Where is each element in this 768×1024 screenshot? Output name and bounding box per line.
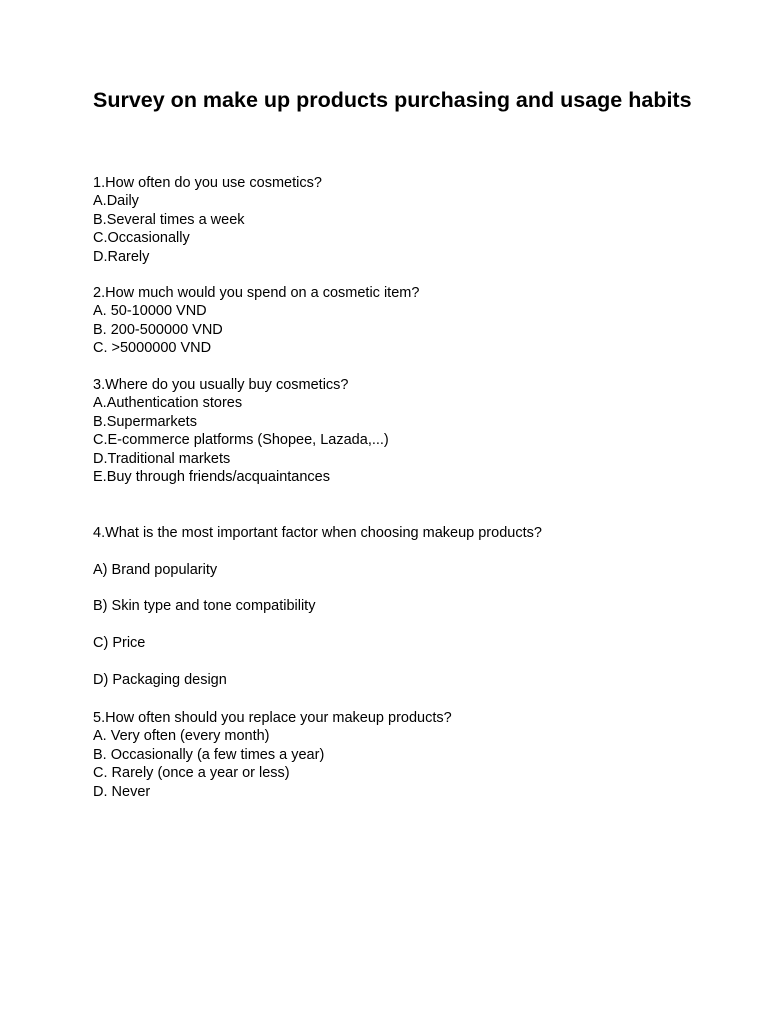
- answer-option: D) Packaging design: [93, 672, 227, 688]
- answer-option: B) Skin type and tone compatibility: [93, 598, 316, 614]
- answer-option: D. Never: [93, 783, 151, 800]
- answer-option: A. 50-10000 VND: [93, 303, 207, 320]
- answer-option: C. >5000000 VND: [93, 340, 212, 357]
- answer-option: D.Rarely: [93, 248, 150, 265]
- answer-option: A.Authentication stores: [93, 395, 243, 412]
- answer-option: C) Price: [93, 635, 146, 651]
- document-title: Survey on make up products purchasing and usage habits: [93, 88, 692, 112]
- answer-option: E.Buy through friends/acquaintances: [93, 468, 330, 485]
- question-text: 5.How often should you replace your makeup products?: [93, 710, 452, 726]
- question-block-3: [93, 376, 713, 486]
- answer-option: B. 200-500000 VND: [93, 321, 223, 338]
- answer-option: C. Rarely (once a year or less): [93, 765, 290, 782]
- question-block-5: [93, 709, 713, 801]
- question-block-2: [93, 284, 713, 358]
- question-text: 4.What is the most important factor when choosing makeup products?: [93, 525, 542, 541]
- answer-option: A) Brand popularity: [93, 562, 218, 578]
- answer-option: B.Several times a week: [93, 211, 245, 228]
- answer-option: B. Occasionally (a few times a year): [93, 746, 325, 763]
- question-block-1: [93, 174, 713, 266]
- answer-option: C.Occasionally: [93, 230, 190, 247]
- answer-option: C.E-commerce platforms (Shopee, Lazada,...): [93, 432, 389, 449]
- question-text: 3.Where do you usually buy cosmetics?: [93, 377, 349, 393]
- document-page: [93, 86, 713, 800]
- question-block-4: [93, 524, 713, 694]
- answer-option: D.Traditional markets: [93, 450, 231, 467]
- answer-option: A. Very often (every month): [93, 728, 270, 745]
- answer-option: B.Supermarkets: [93, 413, 197, 430]
- question-text: 1.How often do you use cosmetics?: [93, 175, 322, 191]
- question-text: 2.How much would you spend on a cosmetic item?: [93, 285, 420, 301]
- answer-option: A.Daily: [93, 193, 139, 210]
